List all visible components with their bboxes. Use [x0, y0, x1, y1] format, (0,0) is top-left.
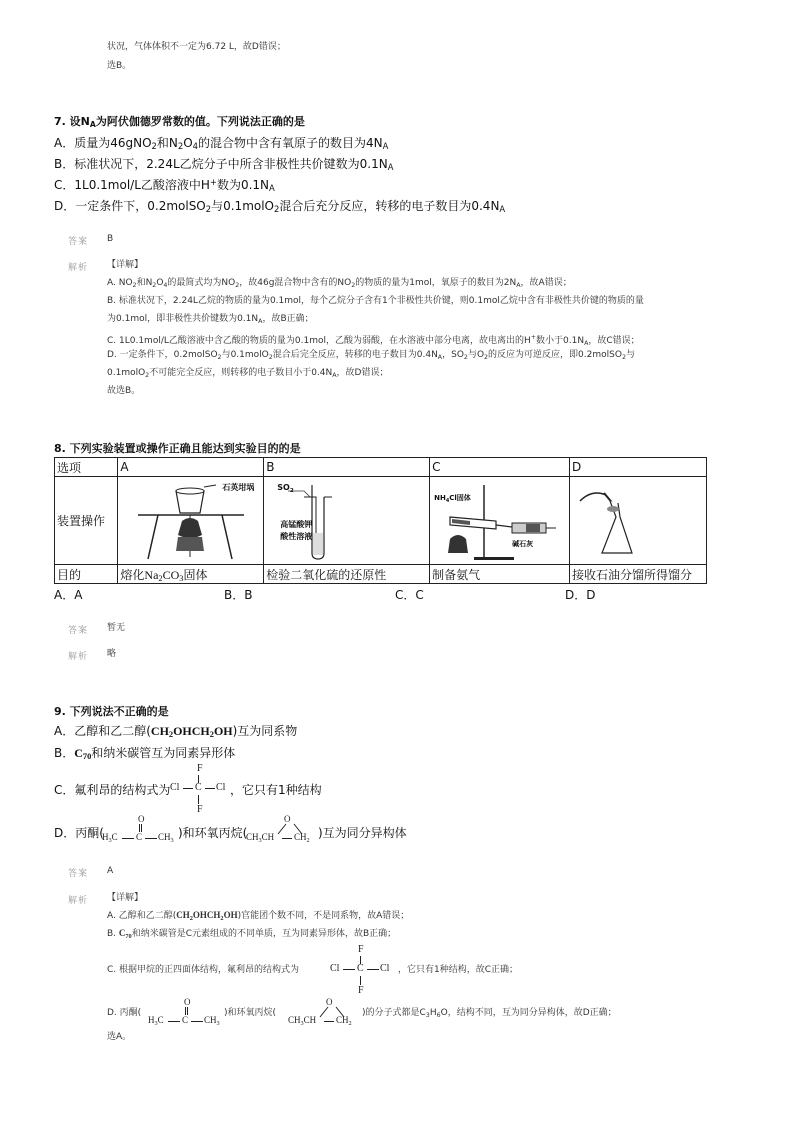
column-a-header: A — [118, 458, 264, 477]
q9-analysis-c-tail: ，它只有1种结构，故C正确； — [398, 965, 519, 975]
formula-atom: F — [358, 944, 364, 955]
formula-atom: $CH_3CH$ — [246, 832, 275, 844]
q9-option-d-mid: )和环氧丙烷( — [178, 826, 248, 840]
q9-option-c-tail: ，它只有1种结构 — [230, 783, 322, 797]
purpose-c: 制备氨气 — [430, 565, 570, 584]
q8-answer-label: 答案 — [68, 626, 89, 636]
formula-atom: O — [284, 814, 291, 824]
purpose-d: 接收石油分馏所得馏分 — [570, 565, 707, 584]
crucible-label: 石英坩埚 — [222, 483, 255, 492]
q9-analysis-b: B. $C_{70}$和纳米碳管是C元素组成的不同单质，互为同素异形体，故B正确； — [107, 928, 397, 940]
q7-analysis-line: A. $NO_2$和$N_2O_4$的最简式均为$NO_2$，故46g混合物中含有的$NO_2$的物质的量为1mol，氧原子的数目为$2N_A$，故A错误； — [107, 278, 572, 289]
q7-answer: B — [107, 234, 114, 244]
limestone-label: 碱石灰 — [512, 540, 534, 548]
freon-structure-formula-analysis — [330, 944, 396, 998]
q7-option-d: D．一定条件下，0.2molSO$_2$与0.1molO$_2$混合后充分反应，转移的电子数目为$0.4N_A$ — [54, 199, 506, 214]
q8-option-d: D．D — [565, 588, 596, 602]
apparatus-a-cell — [118, 477, 264, 565]
kmno4-label-1: 高锰酸钾 — [280, 520, 313, 529]
q7-option-c: C．1L0.1mol/L乙酸溶液中H+数为$0.1N_A$ — [54, 177, 275, 193]
q7-analysis-line: B. 标准状况下，2.24L乙烷的物质的量为0.1mol，每个乙烷分子含有1个非极性共价键，则0.1mol乙烷中含有非极性共价键的物质的量 — [107, 296, 644, 306]
q8-option-b: B．B — [224, 588, 253, 602]
acetone-structure-analysis — [146, 997, 224, 1027]
formula-bond — [185, 1007, 188, 1015]
q7-analysis-line: 为0.1mol，即非极性共价键数为$0.1N_A$，故B正确； — [107, 314, 314, 325]
q8-analysis: 略 — [107, 649, 117, 659]
column-d-header: D — [570, 458, 707, 477]
q9-option-a: A．乙醇和乙二醇$(CH_2OHCH_2OH)$互为同系物 — [54, 724, 298, 739]
q7-analysis-line: C. 1L0.1mol/L乙酸溶液中含乙酸的物质的量为0.1mol，乙酸为弱酸，在水溶液中部分电离，故电离出的H+数小于$0.1N_A$，故C错误； — [107, 334, 640, 347]
acetone-structure — [100, 814, 178, 844]
purpose-b: 检验二氧化硫的还原性 — [264, 565, 430, 584]
nh4cl-label: $NH_4Cl$固体 — [434, 494, 471, 504]
distillate-receiver-diagram — [570, 477, 706, 561]
formula-atom: F — [197, 763, 203, 774]
formula-atom: $CH_2$ — [294, 832, 310, 844]
q7-analysis-line: D. 一定条件下，0.2molSO$_2$与0.1molO$_2$混合后完全反应，转移的电子数目为$0.4N_A$，$SO_2$与$O_2$的反应为可逆反应，即0.2molSO$_2$与 — [107, 350, 635, 361]
q8-option-c: C．C — [395, 588, 424, 602]
formula-atom: $CH_3$ — [158, 832, 174, 844]
prev-conclusion-line: 选B。 — [107, 61, 132, 71]
apparatus-d-cell — [570, 477, 707, 565]
q7-title: 7. 设$N_A$为阿伏伽德罗常数的值。下列说法正确的是 — [54, 115, 305, 129]
q9-analysis-head: 【详解】 — [107, 893, 144, 903]
formula-bond — [145, 838, 157, 839]
epoxypropane-structure — [244, 814, 318, 844]
formula-bond — [183, 788, 193, 789]
q9-title: 9. 下列说法不正确的是 — [54, 705, 169, 718]
q9-analysis-d-tail: )的分子式都是$C_3H_6O$，结构不同，互为同分异构体，故D正确； — [362, 1008, 617, 1019]
q7-analysis-line: 故选B。 — [107, 386, 141, 396]
formula-bond — [324, 1021, 334, 1022]
row-label-option: 选项 — [55, 458, 118, 477]
formula-bond — [198, 795, 199, 804]
formula-bond — [360, 976, 361, 985]
row-label-purpose: 目的 — [55, 565, 118, 584]
kmno4-label-2: 酸性溶液 — [280, 532, 313, 541]
formula-atom: F — [358, 985, 364, 996]
table-row — [55, 565, 707, 584]
formula-atom: $H_3C$ — [102, 832, 118, 844]
q7-analysis-label: 解析 — [68, 263, 89, 273]
q7-analysis-line: 0.1molO$_2$不可能完全反应，则转移的电子数目小于$0.4N_A$，故D错误； — [107, 368, 389, 379]
epoxypropane-structure-analysis — [286, 997, 360, 1027]
purpose-a: 熔化$Na_2CO_3$固体 — [118, 565, 264, 584]
q9-option-d-tail: )互为同分异构体 — [318, 826, 407, 840]
formula-atom: Cl — [216, 782, 226, 793]
formula-atom: $H_3C$ — [148, 1015, 164, 1027]
q9-option-c-text: C．氟利昂的结构式为 — [54, 783, 171, 797]
formula-atom: $CH_2$ — [336, 1015, 352, 1027]
q9-analysis-c: C. 根据甲烷的正四面体结构，氟利昂的结构式为 — [107, 965, 300, 975]
formula-bond — [205, 788, 215, 789]
prev-analysis-line: 状况，气体体积不一定为6.72 L，故D错误； — [107, 42, 286, 52]
q8-experiment-table — [54, 457, 707, 584]
q9-option-d-text: D．丙酮( — [54, 826, 104, 840]
q8-option-a: A．A — [54, 588, 83, 602]
formula-atom: C — [357, 963, 364, 974]
q9-answer-label: 答案 — [68, 869, 89, 879]
q8-title: 8. 下列实验装置或操作正确且能达到实验目的的是 — [54, 442, 301, 455]
formula-bond — [122, 838, 134, 839]
row-label-apparatus: 装置操作 — [55, 477, 118, 565]
freon-structure-formula — [170, 763, 230, 817]
q9-analysis-a: A. 乙醇和乙二醇$(CH_2OHCH_2OH)$官能团个数不同，不是同系物，故A错误； — [107, 910, 410, 922]
formula-atom: O — [184, 997, 191, 1007]
formula-bond — [343, 969, 355, 970]
formula-atom: O — [138, 814, 145, 824]
table-row — [55, 458, 707, 477]
q9-option-b: B．$C_{70}$和纳米碳管互为同素异形体 — [54, 746, 236, 761]
q9-analysis-d: D. 丙酮( — [107, 1008, 142, 1018]
q8-analysis-label: 解析 — [68, 652, 89, 662]
formula-bond — [367, 969, 379, 970]
q8-answer: 暂无 — [107, 623, 126, 633]
q9-analysis-end: 选A。 — [107, 1032, 132, 1042]
formula-atom: C — [136, 832, 143, 842]
formula-atom: Cl — [380, 963, 390, 974]
so2-label: $SO_2$ — [277, 483, 294, 494]
apparatus-b-cell — [264, 477, 430, 565]
q9-analysis-label: 解析 — [68, 896, 89, 906]
q7-option-b: B．标准状况下，2.24L乙烷分子中所含非极性共价键数为$0.1N_A$ — [54, 157, 394, 172]
formula-atom: Cl — [330, 963, 340, 974]
apparatus-c-cell — [430, 477, 570, 565]
formula-bond — [168, 1021, 180, 1022]
q7-answer-label: 答案 — [68, 237, 89, 247]
table-row — [55, 477, 707, 565]
q9-answer: A — [107, 866, 114, 876]
column-c-header: C — [430, 458, 570, 477]
formula-bond — [282, 838, 292, 839]
ammonia-prep-diagram — [430, 477, 567, 561]
formula-bond — [191, 1021, 203, 1022]
column-b-header: B — [264, 458, 430, 477]
formula-bond — [139, 824, 142, 832]
formula-atom: F — [197, 804, 203, 815]
q9-analysis-d-mid: )和环氧丙烷( — [224, 1008, 277, 1018]
q7-analysis-head: 【详解】 — [107, 260, 144, 270]
formula-atom: $CH_3CH$ — [288, 1015, 317, 1027]
formula-atom: Cl — [170, 782, 180, 793]
formula-atom: $CH_3$ — [204, 1015, 220, 1027]
q7-option-a: A．质量为46gNO$_2$和$N_2O_4$的混合物中含有氧原子的数目为$4N_A$ — [54, 136, 389, 151]
formula-atom: C — [182, 1015, 189, 1025]
formula-atom: O — [326, 997, 333, 1007]
formula-atom: C — [195, 782, 202, 793]
